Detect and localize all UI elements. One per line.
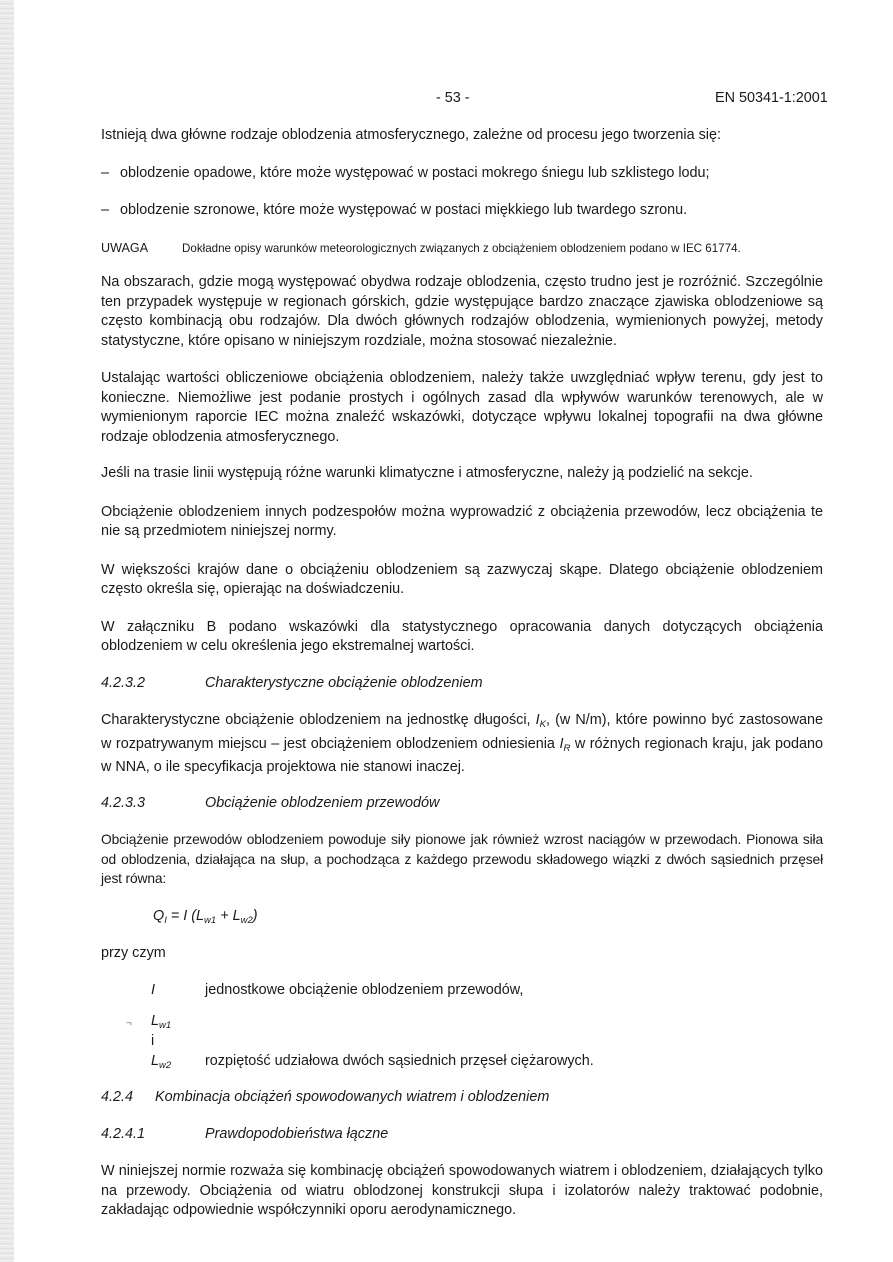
paragraph: Jeśli na trasie linii występują różne warunki klimatyczne i atmosferyczne, należy ją podzielić na sekcje. bbox=[101, 465, 753, 481]
definition-symbol: I bbox=[151, 981, 155, 998]
page-number: - 53 - bbox=[436, 90, 470, 106]
section-heading-424 bbox=[101, 1088, 823, 1108]
list-item-text: oblodzenie opadowe, które może występować w postaci mokrego śniegu lub szklistego lodu; bbox=[120, 164, 710, 181]
list-item-text: oblodzenie szronowe, które może występować w postaci miękkiego lub twardego szronu. bbox=[120, 202, 688, 218]
section-title: Kombinacja obciążeń spowodowanych wiatrem i oblodzeniem bbox=[155, 1089, 550, 1105]
page-header bbox=[0, 89, 893, 109]
section-title: Prawdopodobieństwa łączne bbox=[205, 1125, 389, 1142]
paragraph: W niniejszej normie rozważa się kombinację obciążeń spowodowanych wiatrem i oblodzeniem, działających tylko na przewody. Obciążenia od wiatru oblodzonej konstrukcji słupa i izolatorów należy traktować podobnie, zakładając odpowiednie współczynniki oporu aerodynamicznego. bbox=[101, 1163, 823, 1218]
note-label: UWAGA bbox=[101, 240, 149, 255]
scan-edge bbox=[0, 0, 14, 1262]
section-number: 4.2.3.3 bbox=[101, 794, 146, 811]
scan-mark: ¬ bbox=[126, 1018, 132, 1029]
document-id: EN 50341-1:2001 bbox=[715, 90, 828, 106]
section-number: 4.2.4 bbox=[101, 1089, 134, 1105]
paragraph: Obciążenie przewodów oblodzeniem powoduje siły pionowe jak również wzrost naciągów w przewodach. Pionowa siła od oblodzenia, działająca na słup, a pochodząca z każdego przewodu składowego wiązki z dwóch sąsiednich przęseł jest równa: bbox=[101, 832, 823, 886]
section-title: Obciążenie oblodzeniem przewodów bbox=[205, 794, 440, 811]
paragraph: Ustalając wartości obliczeniowe obciążenia oblodzeniem, należy także uwzględniać wpływ terenu, gdy jest to konieczne. Niemożliwe jest podanie prostych i ogólnych zasad dla wpływów warunków terenowych, ale w wymienionym raporcie IEC można znaleźć wskazówki, dotyczące wpływu lokalnej topografii na dwa główne rodzaje oblodzenia atmosferycznego. bbox=[101, 370, 823, 445]
paragraph: Charakterystyczne obciążenie oblodzeniem na jednostkę długości, $I_K$, (w N/m), które powinno być zastosowane w rozpatrywanym miejscu – jest obciążeniem oblodzeniem odniesienia $I_R$ w różnych regionach kraju, jak podano w NNA, o ile specyfikacja projektowa nie stanowi inaczej. bbox=[101, 712, 823, 775]
equation: $Q_I = I$ $(L_{w1} + L_{w2})$ bbox=[153, 907, 258, 926]
paragraph: W załączniku B podano wskazówki dla statystycznego opracowania danych dotyczących obciążenia oblodzeniem w celu określenia jego ekstremalnej wartości. bbox=[101, 618, 823, 654]
paragraph: Na obszarach, gdzie mogą występować obydwa rodzaje oblodzenia, często trudno jest je rozróżnić. Szczególnie ten przypadek występuje w regionach górskich, gdzie występujące bardzo znaczące zjawiska oblodzeniowe są często kombinacją obu rodzajów. Dla dwóch głównych rodzajów oblodzenia, wymienionych powyżej, metody statystyczne, które opisano w niniejszym rozdziale, można stosować niezależnie. bbox=[101, 274, 823, 349]
note-text: Dokładne opisy warunków meteorologicznych związanych z obciążeniem oblodzeniem podano w IEC 61774. bbox=[182, 241, 741, 255]
note bbox=[101, 239, 823, 259]
section-number: 4.2.3.2 bbox=[101, 674, 146, 691]
list-item bbox=[101, 201, 823, 221]
definition-symbol: $L_{w1}$ bbox=[151, 1013, 172, 1031]
definition-symbol: $L_{w2}$ bbox=[151, 1053, 172, 1071]
page-content bbox=[101, 126, 823, 1221]
definition-conjunction: i bbox=[151, 1033, 155, 1049]
section-title: Charakterystyczne obciążenie oblodzeniem bbox=[205, 674, 483, 691]
list-dash: – bbox=[101, 164, 110, 181]
intro-paragraph: Istnieją dwa główne rodzaje oblodzenia atmosferycznego, zależne od procesu jego tworzenia się: bbox=[101, 127, 721, 143]
section-number: 4.2.4.1 bbox=[101, 1125, 146, 1142]
definition-item bbox=[101, 1012, 823, 1072]
list-dash: – bbox=[101, 202, 110, 218]
paragraph: Obciążenie oblodzeniem innych podzespołów można wyprowadzić z obciążenia przewodów, lecz obciążenia te nie są przedmiotem niniejszej normy. bbox=[101, 503, 823, 539]
section-heading-4233 bbox=[101, 794, 823, 814]
definition-text: jednostkowe obciążenie oblodzeniem przewodów, bbox=[205, 981, 524, 998]
where-label: przy czym bbox=[101, 945, 166, 961]
definition-item bbox=[101, 981, 823, 1001]
paragraph: W większości krajów dane o obciążeniu oblodzeniem są zazwyczaj skąpe. Dlatego obciążenie oblodzeniem często określa się, opierając na doświadczeniu. bbox=[101, 561, 823, 597]
section-heading-4232 bbox=[101, 674, 823, 694]
list-item bbox=[101, 164, 823, 184]
section-heading-4241 bbox=[101, 1125, 823, 1145]
definition-text: rozpiętość udziałowa dwóch sąsiednich przęseł ciężarowych. bbox=[205, 1053, 594, 1069]
